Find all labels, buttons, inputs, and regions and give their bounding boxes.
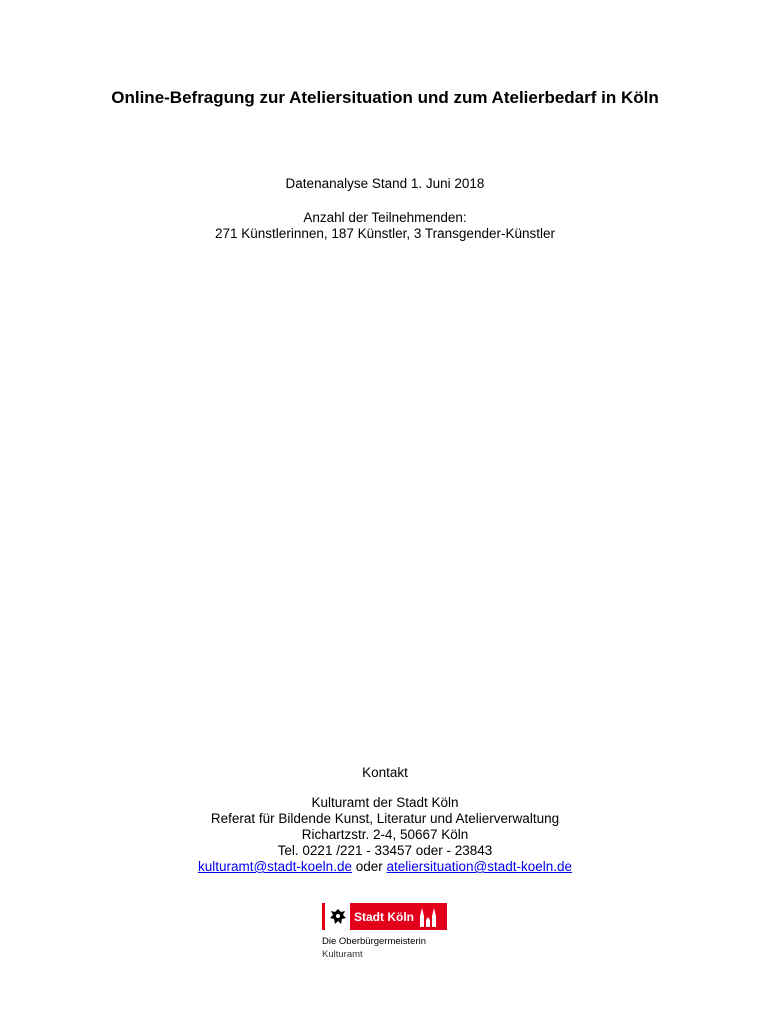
contact-org: Kulturamt der Stadt Köln — [311, 795, 459, 810]
participants-label: Anzahl der Teilnehmenden: — [303, 210, 467, 225]
coat-of-arms-icon — [322, 903, 350, 930]
participants-block — [0, 210, 770, 242]
document-title: Online-Befragung zur Ateliersituation und zum Atelierbedarf in Köln — [111, 88, 659, 107]
email-joiner: oder — [351, 859, 387, 874]
contact-phone: Tel. 0221 /221 - 33457 oder - 23843 — [277, 843, 493, 858]
analysis-date: Datenanalyse Stand 1. Juni 2018 — [285, 176, 485, 191]
contact-address: Richartzstr. 2-4, 50667 Köln — [301, 827, 469, 842]
logo-subtitle-office: Kulturamt — [322, 949, 363, 960]
contact-emails — [0, 859, 770, 875]
email-link-ateliersituation[interactable]: ateliersituation@stadt-koeln.de — [386, 859, 573, 874]
contact-department: Referat für Bildende Kunst, Literatur und Atelierverwaltung — [210, 811, 560, 826]
cathedral-icon — [419, 907, 437, 927]
email-link-kulturamt[interactable]: kulturamt@stadt-koeln.de — [197, 859, 352, 874]
participants-detail: 271 Künstlerinnen, 187 Künstler, 3 Transgender-Künstler — [215, 226, 555, 241]
stadt-koeln-logo — [322, 903, 452, 963]
contact-block — [0, 765, 770, 875]
contact-heading: Kontakt — [362, 765, 408, 780]
logo-name: Stadt Köln — [354, 909, 414, 924]
logo-subtitle-mayor: Die Oberbürgermeisterin — [322, 936, 427, 947]
logo-bar — [322, 903, 447, 930]
